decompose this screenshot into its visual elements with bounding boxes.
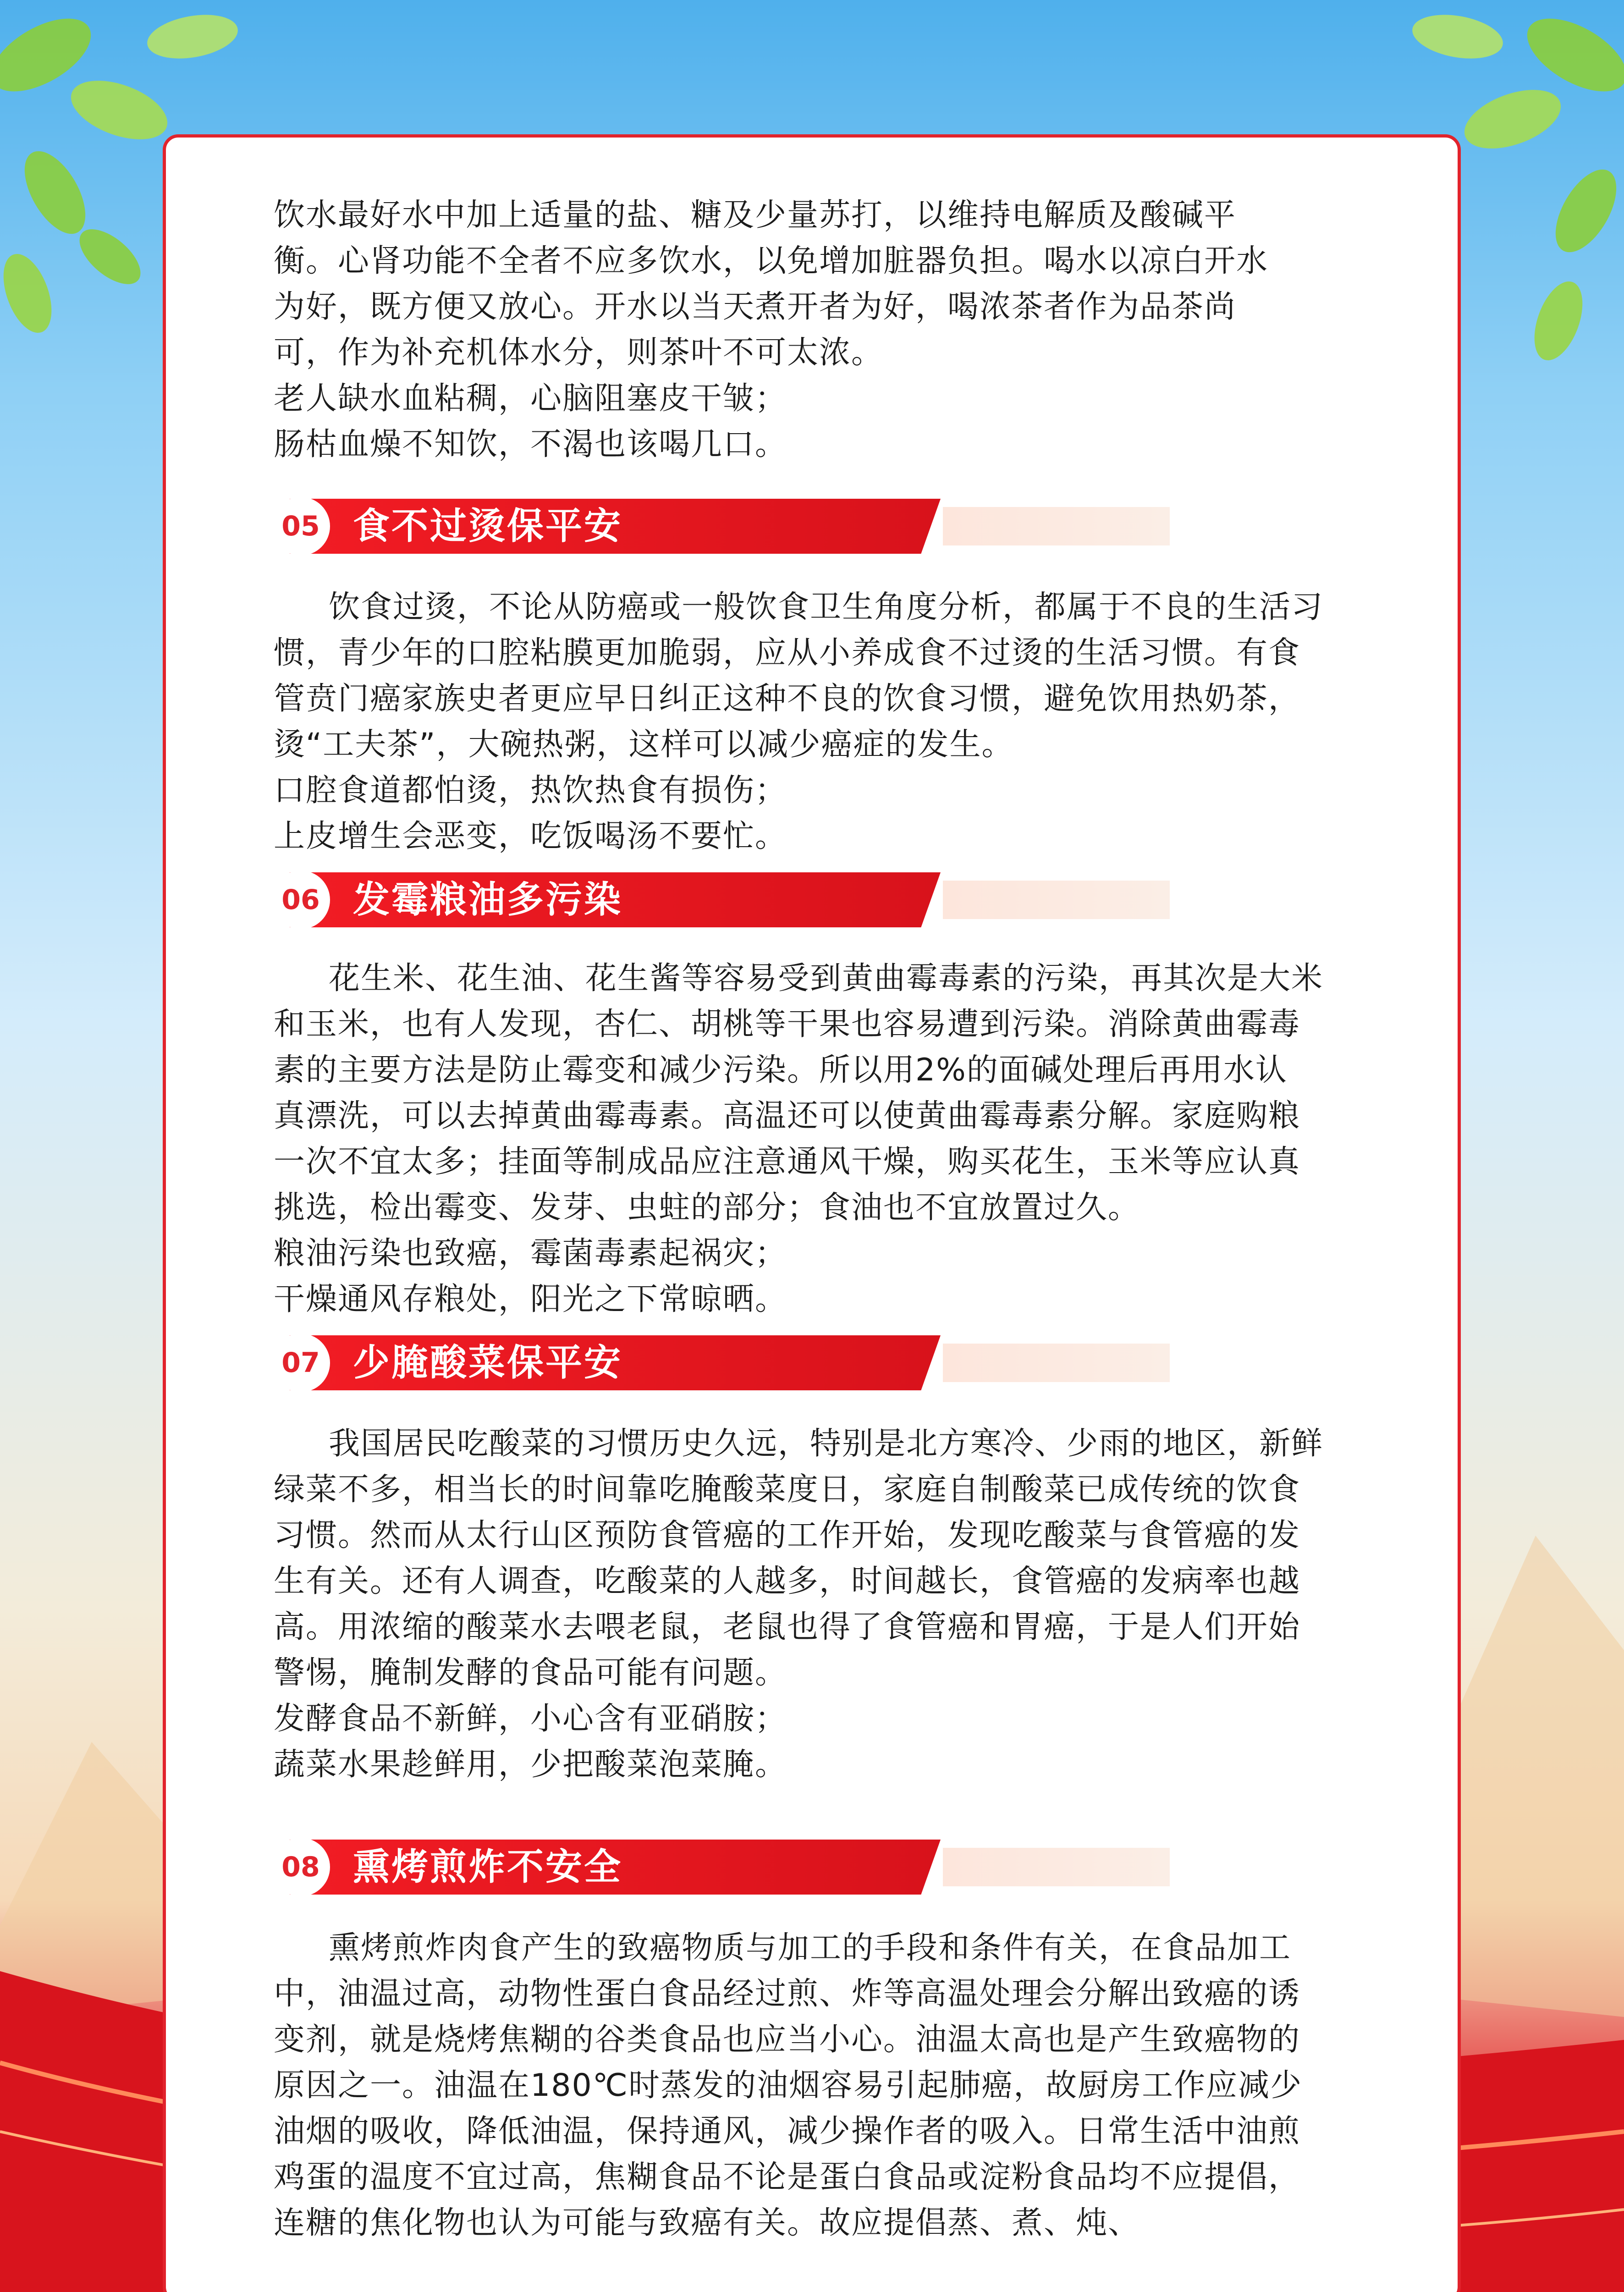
text-line: 挑选，检出霉变、发芽、虫蛀的部分；食油也不宜放置过久。 — [274, 1190, 1140, 1226]
section-05-paragraph — [274, 584, 1452, 860]
text-line: 鸡蛋的温度不宜过高，焦糊食品不论是蛋白食品或淀粉食品均不应提倡， — [274, 2159, 1301, 2195]
text-line: 饮水最好水中加上适量的盐、糖及少量苏打，以维持电解质及酸碱平 — [274, 197, 1237, 233]
section-number-badge: 07 — [271, 1333, 330, 1392]
section-heading-08 — [271, 1836, 1170, 1898]
text-line: 老人缺水血粘稠，心脑阻塞皮干皱； — [274, 380, 787, 417]
text-line: 真漂洗，可以去掉黄曲霉毒素。高温还可以使黄曲霉毒素分解。家庭购粮 — [274, 1098, 1301, 1134]
text-line: 连糖的焦化物也认为可能与致癌有关。故应提倡蒸、煮、炖、 — [274, 2205, 1140, 2241]
section-title: 食不过烫保平安 — [353, 505, 622, 547]
text-line: 高。用浓缩的酸菜水去喂老鼠，老鼠也得了食管癌和胃癌，于是人们开始 — [274, 1609, 1301, 1645]
text-line: 油烟的吸收，降低油温，保持通风，减少操作者的吸入。日常生活中油煎 — [274, 2113, 1301, 2149]
text-line: 烫“工夫茶”，大碗热粥，这样可以减少癌症的发生。 — [274, 727, 1014, 763]
text-line: 一次不宜太多；挂面等制成品应注意通风干燥，购买花生，玉米等应认真 — [274, 1144, 1301, 1180]
text-line: 原因之一。油温在180℃时蒸发的油烟容易引起肺癌，故厨房工作应减少 — [274, 2067, 1303, 2104]
text-line: 衡。心肾功能不全者不应多饮水，以免增加脏器负担。喝水以凉白开水 — [274, 243, 1269, 279]
text-line: 粮油污染也致癌，霉菌毒素起祸灾； — [274, 1235, 787, 1272]
section-title: 熏烤煎炸不安全 — [353, 1846, 622, 1888]
section-title: 少腌酸菜保平安 — [353, 1341, 622, 1384]
section-number-badge: 05 — [271, 497, 330, 556]
text-line: 我国居民吃酸菜的习惯历史久远，特别是北方寒冷、少雨的地区，新鲜 — [329, 1426, 1324, 1462]
text-line: 肠枯血燥不知饮，不渴也该喝几口。 — [274, 426, 787, 463]
text-line: 习惯。然而从太行山区预防食管癌的工作开始，发现吃酸菜与食管癌的发 — [274, 1517, 1301, 1554]
section-number-badge: 08 — [271, 1838, 330, 1896]
text-line: 和玉米，也有人发现，杏仁、胡桃等干果也容易遭到污染。消除黄曲霉毒 — [274, 1006, 1301, 1042]
heading-pale-bar — [943, 881, 1170, 919]
section-number-badge: 06 — [271, 871, 330, 929]
text-line: 中，油温过高，动物性蛋白食品经过煎、炸等高温处理会分解出致癌的诱 — [274, 1976, 1301, 2012]
section-heading-07 — [271, 1332, 1170, 1394]
text-line: 惯，青少年的口腔粘膜更加脆弱，应从小养成食不过烫的生活习惯。有食 — [274, 635, 1301, 671]
section-07-paragraph — [274, 1421, 1452, 1788]
section-heading-06 — [271, 869, 1170, 931]
text-line: 花生米、花生油、花生酱等容易受到黄曲霉毒素的污染，再其次是大米 — [329, 960, 1324, 997]
text-line: 管贲门癌家族史者更应早日纠正这种不良的饮食习惯，避免饮用热奶茶， — [274, 681, 1301, 717]
text-line: 为好，既方便又放心。开水以当天煮开者为好，喝浓茶者作为品茶尚 — [274, 289, 1237, 325]
text-line: 饮食过烫，不论从防癌或一般饮食卫生角度分析，都属于不良的生活习 — [329, 589, 1324, 625]
text-line: 生有关。还有人调查，吃酸菜的人越多，时间越长，食管癌的发病率也越 — [274, 1563, 1301, 1599]
section-heading-05 — [271, 495, 1170, 557]
heading-pale-bar — [943, 1848, 1170, 1886]
text-line: 变剂，就是烧烤焦糊的谷类食品也应当小心。油温太高也是产生致癌物的 — [274, 2022, 1301, 2058]
heading-pale-bar — [943, 1344, 1170, 1382]
section-08-paragraph — [274, 1925, 1452, 2246]
section-06-paragraph — [274, 956, 1452, 1322]
text-line: 口腔食道都怕烫，热饮热食有损伤； — [274, 772, 787, 809]
text-line: 可，作为补充机体水分，则茶叶不可太浓。 — [274, 335, 884, 371]
text-line: 上皮增生会恶变，吃饭喝汤不要忙。 — [274, 818, 787, 854]
section-title: 发霉粮油多污染 — [353, 878, 622, 921]
text-line: 绿菜不多，相当长的时间靠吃腌酸菜度日，家庭自制酸菜已成传统的饮食 — [274, 1471, 1301, 1508]
heading-pale-bar — [943, 507, 1170, 545]
text-line: 素的主要方法是防止霉变和减少污染。所以用2%的面碱处理后再用水认 — [274, 1052, 1288, 1088]
text-line: 熏烤煎炸肉食产生的致癌物质与加工的手段和条件有关，在食品加工 — [329, 1930, 1292, 1966]
text-line: 发酵食品不新鲜，小心含有亚硝胺； — [274, 1701, 787, 1737]
text-line: 干燥通风存粮处，阳光之下常晾晒。 — [274, 1281, 787, 1317]
content-card — [163, 134, 1461, 2292]
text-line: 蔬菜水果趁鲜用，少把酸菜泡菜腌。 — [274, 1747, 787, 1783]
text-line: 警惕，腌制发酵的食品可能有问题。 — [274, 1655, 787, 1691]
intro-paragraph — [274, 193, 1452, 468]
